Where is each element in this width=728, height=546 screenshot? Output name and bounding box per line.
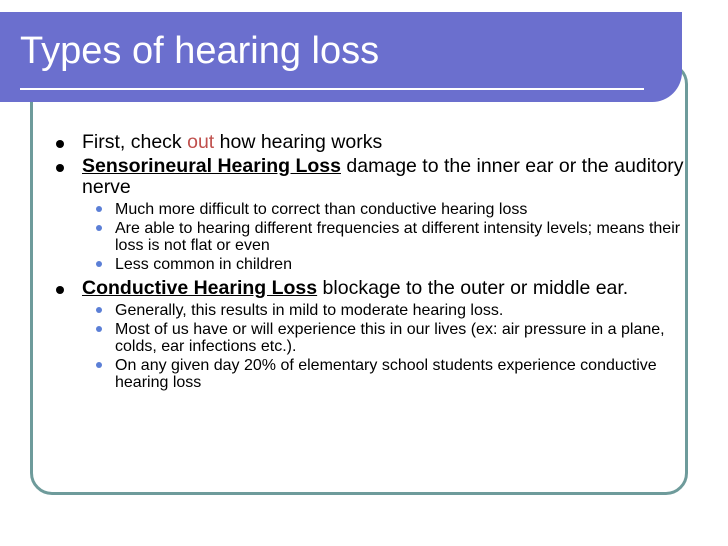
sub-bullet-dot-icon — [96, 326, 102, 332]
sub-bullet-dot-icon — [96, 225, 102, 231]
bullet-dot-icon — [56, 286, 64, 294]
sub-bullet-item — [48, 321, 688, 355]
sub-bullet-dot-icon — [96, 261, 102, 267]
sub-bullet-text: On any given day 20% of elementary school students experience conductive hearing loss — [115, 357, 657, 391]
bullet-dot-icon — [56, 164, 64, 172]
sub-bullet-item — [48, 220, 688, 254]
sub-bullet-text: Much more difficult to correct than conductive hearing loss — [115, 201, 528, 218]
slide-content — [48, 132, 688, 393]
term-sensorineural: Sensorineural Hearing Loss — [82, 155, 341, 177]
sub-bullet-item — [48, 302, 688, 319]
bullet-item — [48, 278, 688, 299]
slide-title: Types of hearing loss — [20, 30, 380, 72]
sub-bullet-text: Generally, this results in mild to moderate hearing loss. — [115, 302, 504, 319]
bullet-text: First, check — [82, 131, 188, 153]
accent-word: out — [187, 131, 215, 153]
sub-bullet-item — [48, 357, 688, 391]
bullet-text: how hearing works — [214, 131, 383, 153]
sub-bullet-text: Less common in children — [115, 256, 292, 273]
sub-bullet-dot-icon — [96, 362, 102, 368]
title-divider — [20, 88, 644, 90]
bullet-text: blockage to the outer or middle ear. — [317, 277, 629, 299]
sub-bullet-text: Are able to hearing different frequencies at different intensity levels; means their loss is not flat or even — [115, 220, 681, 254]
bullet-item — [48, 132, 688, 153]
sub-bullet-text: Most of us have or will experience this in our lives (ex: air pressure in a plane, colds, ear infections etc.). — [115, 321, 665, 355]
bullet-dot-icon — [56, 140, 64, 148]
bullet-text: damage to the inner ear or the auditory nerve — [82, 155, 684, 198]
sub-bullet-dot-icon — [96, 307, 102, 313]
bullet-item — [48, 156, 688, 198]
sub-bullet-item — [48, 201, 688, 218]
sub-bullet-item — [48, 256, 688, 273]
term-conductive: Conductive Hearing Loss — [82, 277, 318, 299]
sub-bullet-dot-icon — [96, 206, 102, 212]
